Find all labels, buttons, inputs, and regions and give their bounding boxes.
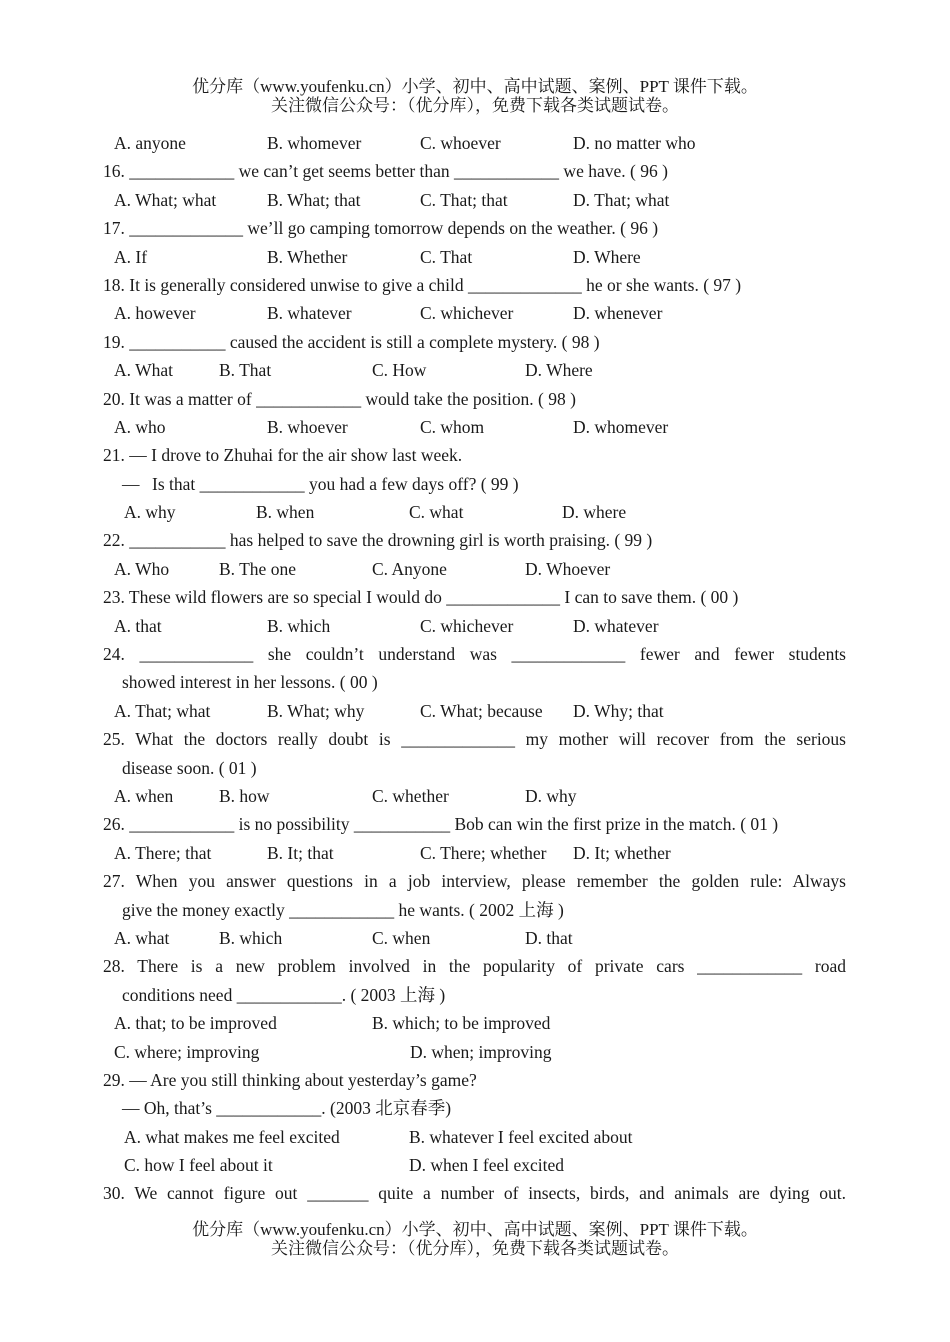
q22-stem: 22. ___________ has helped to save the drowning girl is worth praising. ( 99 ) — [103, 530, 653, 551]
q18-options — [103, 299, 846, 327]
option-b: B. when — [256, 502, 315, 523]
option-d: D. whenever — [573, 303, 663, 324]
q30-stem: 30. We cannot figure out _______ quite a number of insects, birds, and animals are dying out. — [103, 1183, 846, 1204]
q19-stem: 19. ___________ caused the accident is still a complete mystery. ( 98 ) — [103, 331, 600, 352]
question-list — [103, 129, 846, 1208]
option-a: A. who — [114, 416, 166, 437]
option-c: C. when — [372, 927, 431, 948]
option-c: C. whichever — [420, 303, 514, 324]
q20-options — [103, 413, 846, 441]
q26-stem: 26. ____________ is no possibility ___________ Bob can win the first prize in the match. ( 01 ) — [103, 814, 779, 835]
q29-options-row-1 — [103, 1123, 846, 1151]
option-c: C. where; improving — [114, 1041, 260, 1062]
option-c: C. how I feel about it — [124, 1155, 273, 1176]
q29-stem-2: — Oh, that’s ____________. (2003 北京春季) — [122, 1098, 452, 1119]
option-b: B. whomever — [267, 133, 362, 153]
q21-stem-1: 21. — I drove to Zhuhai for the air show last week. — [103, 445, 463, 466]
option-c: C. whoever — [420, 133, 501, 153]
option-b: B. whatever I feel excited about — [409, 1126, 633, 1147]
option-d: D. Why; that — [573, 700, 664, 721]
header-line-1: 优分库（www.youfenku.cn）小学、初中、高中试题、案例、PPT 课件下载。 — [192, 77, 758, 96]
q25-options — [103, 782, 846, 810]
page-footer — [0, 1220, 950, 1258]
q21-stem-2 — [103, 470, 846, 498]
footer-line-1: 优分库（www.youfenku.cn）小学、初中、高中试题、案例、PPT 课件下载。 — [192, 1220, 758, 1239]
q24-options — [103, 697, 846, 725]
q27-options — [103, 924, 846, 952]
q28-options-row-2 — [103, 1038, 846, 1066]
q16-options — [103, 186, 846, 214]
q20-stem: 20. It was a matter of ____________ would take the position. ( 98 ) — [103, 388, 576, 409]
q29-stem-1: 29. — Are you still thinking about yesterday’s game? — [103, 1069, 477, 1090]
option-c: C. What; because — [420, 700, 543, 721]
option-a: A. what makes me feel excited — [124, 1126, 340, 1147]
option-a: A. what — [114, 927, 170, 948]
q25-stem-2: disease soon. ( 01 ) — [122, 757, 257, 778]
option-a: A. that — [114, 615, 162, 636]
option-a: A. There; that — [114, 842, 212, 863]
q28-options-row-1 — [103, 1009, 846, 1037]
option-d: D. no matter who — [573, 133, 696, 153]
footer-line-2: 关注微信公众号：（优分库），免费下载各类试题试卷。 — [271, 1239, 679, 1258]
option-a: A. that; to be improved — [114, 1013, 277, 1034]
q21-options — [103, 498, 846, 526]
option-c: C. whom — [420, 416, 485, 437]
header-line-2: 关注微信公众号：（优分库），免费下载各类试题试卷。 — [271, 96, 679, 115]
option-b: B. Whether — [267, 246, 348, 267]
q26-options — [103, 839, 846, 867]
option-b: B. which — [219, 927, 283, 948]
q22-options — [103, 555, 846, 583]
option-b: B. The one — [219, 558, 296, 579]
q16-stem: 16. ____________ we can’t get seems better than ____________ we have. ( 96 ) — [103, 161, 668, 182]
option-c: C. whether — [372, 785, 449, 806]
q17-stem: 17. _____________ we’ll go camping tomorrow depends on the weather. ( 96 ) — [103, 218, 659, 239]
option-b: B. That — [219, 360, 272, 381]
q24-stem-1: 24. _____________ she couldn’t understand was _____________ fewer and fewer students — [103, 644, 846, 665]
q28-stem-2: conditions need ____________. ( 2003 上海 ) — [122, 984, 446, 1005]
q17-options — [103, 243, 846, 271]
option-c: C. what — [409, 502, 464, 523]
option-c: C. There; whether — [420, 842, 547, 863]
option-a: A. What; what — [114, 189, 217, 210]
q15-options — [103, 129, 846, 157]
option-b: B. It; that — [267, 842, 334, 863]
q25-stem-1: 25. What the doctors really doubt is _____________ my mother will recover from the serious — [103, 729, 846, 750]
option-c: C. How — [372, 360, 427, 381]
q27-stem-1: 27. When you answer questions in a job interview, please remember the golden rule: Always — [103, 871, 846, 892]
option-d: D. whatever — [573, 615, 659, 636]
option-b: B. which; to be improved — [372, 1013, 551, 1034]
option-b: B. whoever — [267, 416, 348, 437]
option-a: A. why — [124, 502, 176, 523]
option-c: C. That; that — [420, 189, 508, 210]
page-header — [0, 77, 950, 115]
option-a: A. anyone — [114, 133, 186, 153]
option-a: A. Who — [114, 558, 170, 579]
option-d: D. where — [562, 502, 627, 523]
option-a: A. If — [114, 246, 148, 267]
option-d: D. when; improving — [410, 1041, 552, 1062]
option-a: A. when — [114, 785, 174, 806]
option-b: B. how — [219, 785, 270, 806]
option-d: D. Whoever — [525, 558, 611, 579]
option-c: C. Anyone — [372, 558, 447, 579]
option-c: C. whichever — [420, 615, 514, 636]
option-d: D. why — [525, 785, 577, 806]
option-b: B. What; that — [267, 189, 361, 210]
q23-options — [103, 612, 846, 640]
option-b: B. whatever — [267, 303, 352, 324]
q27-stem-2: give the money exactly ____________ he wants. ( 2002 上海 ) — [122, 899, 564, 920]
q23-stem: 23. These wild flowers are so special I would do _____________ I can to save them. ( 00 ) — [103, 587, 739, 608]
option-d: D. It; whether — [573, 842, 671, 863]
option-d: D. whomever — [573, 416, 669, 437]
option-d: D. Where — [525, 360, 593, 381]
option-d: D. that — [525, 927, 573, 948]
q18-stem: 18. It is generally considered unwise to give a child _____________ he or she wants. ( 97 ) — [103, 274, 742, 295]
option-a: A. That; what — [114, 700, 211, 721]
q19-options — [103, 356, 846, 384]
option-a: A. What — [114, 360, 173, 381]
option-b: B. which — [267, 615, 331, 636]
q24-stem-2: showed interest in her lessons. ( 00 ) — [122, 672, 378, 693]
q21-reply: Is that ____________ you had a few days off? ( 99 ) — [152, 473, 519, 494]
option-b: B. What; why — [267, 700, 365, 721]
option-d: D. Where — [573, 246, 641, 267]
option-a: A. however — [114, 303, 196, 324]
q28-stem-1: 28. There is a new problem involved in the popularity of private cars ____________ road — [103, 956, 846, 977]
option-d: D. That; what — [573, 189, 670, 210]
option-c: C. That — [420, 246, 473, 267]
dialogue-dash: — — [122, 473, 140, 494]
q29-options-row-2 — [103, 1151, 846, 1179]
option-d: D. when I feel excited — [409, 1155, 564, 1176]
